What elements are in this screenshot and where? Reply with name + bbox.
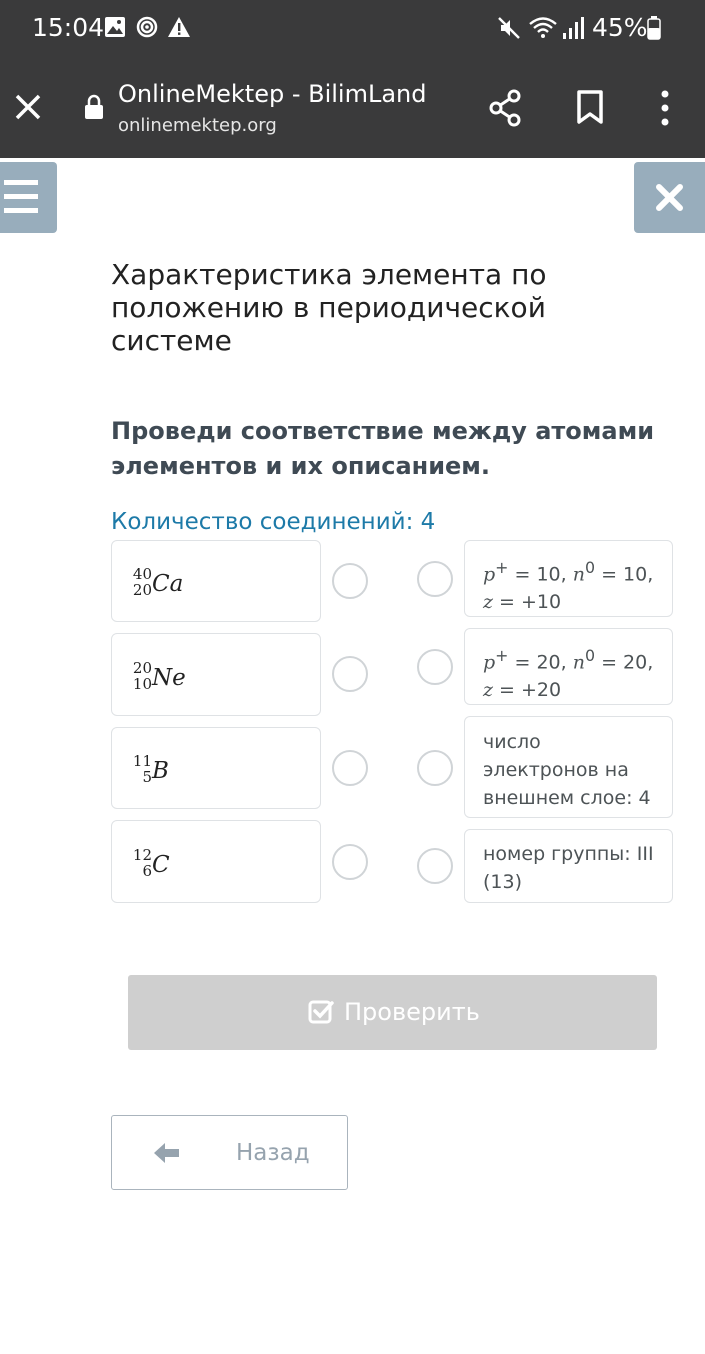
atomic-number: 20: [132, 581, 152, 599]
right-connector-radio[interactable]: [417, 750, 453, 786]
atomic-number: 6: [142, 862, 152, 880]
element-symbol: B: [152, 758, 169, 784]
left-item-neon[interactable]: [111, 633, 321, 716]
mass-number: 20: [132, 659, 152, 677]
left-item-carbon[interactable]: [111, 820, 321, 903]
particle-description: p+ = 10, $n^0 = 10$, z = +10: [483, 558, 654, 614]
back-button[interactable]: [111, 1115, 348, 1190]
right-item-group-number[interactable]: [464, 829, 673, 903]
browser-toolbar: [0, 58, 705, 158]
left-connector-radio[interactable]: [332, 563, 368, 599]
element-symbol: Ne: [152, 665, 186, 691]
particle-description: p+ = 20, $n^0 = 20$, z = +20: [483, 646, 654, 702]
menu-button[interactable]: [0, 162, 57, 233]
close-icon: [656, 184, 683, 211]
close-icon[interactable]: [12, 91, 44, 123]
status-bar: [0, 0, 705, 58]
left-item-calcium[interactable]: [111, 540, 321, 622]
check-button[interactable]: [128, 975, 657, 1050]
right-item-particles-20[interactable]: [464, 628, 673, 705]
site-url[interactable]: onlinemektep.org: [118, 115, 277, 136]
back-button-label: Назад: [236, 1140, 310, 1166]
mute-icon: [497, 16, 521, 40]
close-panel-button[interactable]: [634, 162, 705, 233]
battery-icon: [647, 16, 661, 40]
left-connector-radio[interactable]: [332, 750, 368, 786]
lock-icon: [84, 94, 104, 120]
hamburger-icon: [4, 180, 38, 185]
connections-count: Количество соединений: 4: [111, 509, 436, 535]
wifi-icon: [528, 16, 558, 40]
hotspot-icon: [136, 16, 158, 38]
description-text: число электронов на внешнем слое: 4: [483, 731, 651, 809]
status-time: 15:04: [32, 13, 105, 42]
right-connector-radio[interactable]: [417, 848, 453, 884]
signal-icon: [562, 16, 584, 40]
site-title: OnlineMektep - BilimLand: [118, 80, 427, 108]
element-symbol: Ca: [152, 571, 184, 597]
right-item-outer-electrons[interactable]: [464, 716, 673, 818]
bookmark-icon[interactable]: [576, 90, 604, 124]
battery-percent: 45%: [592, 13, 648, 42]
atomic-number: 10: [132, 675, 152, 693]
share-icon[interactable]: [487, 88, 523, 128]
right-item-particles-10[interactable]: [464, 540, 673, 617]
lesson-title: Характеристика элемента по положению в периодической системе: [111, 258, 547, 357]
mass-number: 40: [132, 565, 152, 583]
check-button-label: Проверить: [344, 998, 480, 1026]
left-connector-radio[interactable]: [332, 656, 368, 692]
left-connector-radio[interactable]: [332, 844, 368, 880]
arrow-left-icon: [154, 1142, 180, 1164]
description-text: номер группы: III (13): [483, 843, 654, 893]
mass-number: 11: [132, 752, 152, 770]
warning-icon: [167, 16, 191, 38]
element-symbol: C: [152, 852, 170, 878]
right-connector-radio[interactable]: [417, 561, 453, 597]
task-instruction: Проведи соответствие между атомами элементов и их описанием.: [111, 417, 655, 480]
image-icon: [104, 16, 126, 38]
left-item-boron[interactable]: [111, 727, 321, 809]
atomic-number: 5: [142, 768, 152, 786]
mass-number: 12: [132, 846, 152, 864]
more-vertical-icon[interactable]: [655, 88, 675, 128]
checkbox-check-icon: [308, 999, 334, 1025]
right-connector-radio[interactable]: [417, 649, 453, 685]
